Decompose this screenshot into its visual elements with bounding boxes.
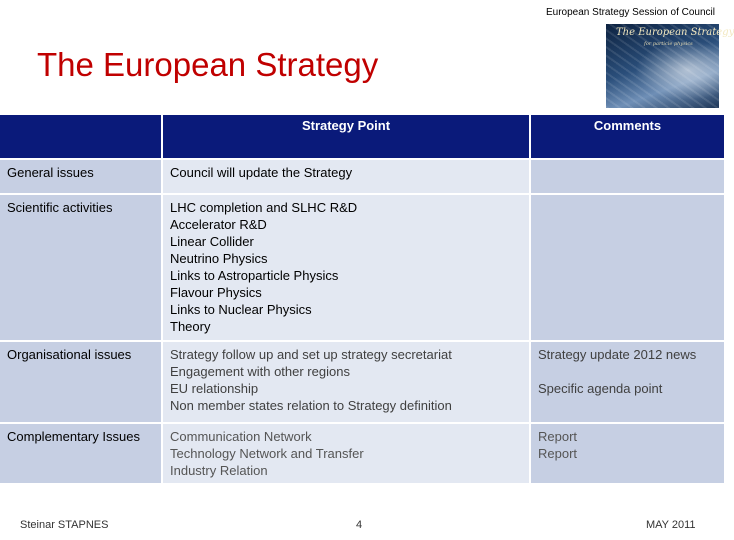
footer-date: MAY 2011 bbox=[646, 519, 696, 531]
strategy-point: Neutrino Physics bbox=[170, 251, 268, 266]
comment: Report bbox=[538, 429, 578, 444]
header-caption: European Strategy Session of Council bbox=[546, 7, 715, 18]
strategy-table bbox=[0, 115, 720, 483]
strategy-point: EU relationship bbox=[170, 381, 259, 396]
strategy-logo-image bbox=[606, 24, 734, 108]
strategy-point: Flavour Physics bbox=[170, 285, 262, 300]
strategy-point: Communication Network bbox=[170, 429, 312, 444]
strategy-point: Theory bbox=[170, 319, 211, 334]
comment-spacer bbox=[538, 363, 717, 380]
strategy-point: Technology Network and Transfer bbox=[170, 446, 364, 461]
table-row-category: Organisational issues bbox=[0, 342, 161, 422]
table-header-comments: Comments bbox=[531, 115, 724, 158]
strategy-point: Engagement with other regions bbox=[170, 364, 350, 379]
strategy-point: Non member states relation to Strategy definition bbox=[170, 398, 452, 413]
logo-text: The European Strategy bbox=[616, 27, 734, 38]
table-row-comments bbox=[531, 195, 724, 340]
strategy-point: Links to Nuclear Physics bbox=[170, 302, 312, 317]
table-header-strategy-point: Strategy Point bbox=[163, 115, 529, 158]
table-row-category: Complementary Issues bbox=[0, 424, 161, 483]
table-header-category bbox=[0, 115, 161, 158]
comment: Report bbox=[538, 446, 578, 461]
table-row-comments bbox=[531, 342, 724, 422]
table-row-points bbox=[163, 160, 529, 193]
footer-author: Steinar STAPNES bbox=[20, 519, 109, 531]
page-number: 4 bbox=[356, 519, 363, 531]
comment: Specific agenda point bbox=[538, 381, 663, 396]
table-row-points bbox=[163, 342, 529, 422]
strategy-point: LHC completion and SLHC R&D bbox=[170, 200, 358, 215]
table-row-category: Scientific activities bbox=[0, 195, 161, 340]
table-row-comments bbox=[531, 424, 724, 483]
table-row-points bbox=[163, 195, 529, 340]
strategy-point: Strategy follow up and set up strategy secretariat bbox=[170, 347, 452, 362]
comment: Strategy update 2012 news bbox=[538, 347, 697, 362]
strategy-point: Industry Relation bbox=[170, 463, 268, 478]
strategy-point: Council will update the Strategy bbox=[170, 165, 353, 180]
strategy-point: Accelerator R&D bbox=[170, 217, 267, 232]
strategy-point: Linear Collider bbox=[170, 234, 254, 249]
strategy-point: Links to Astroparticle Physics bbox=[170, 268, 339, 283]
table-row-comments bbox=[531, 160, 724, 193]
slide-title: The European Strategy bbox=[37, 46, 379, 83]
table-row-category: General issues bbox=[0, 160, 161, 193]
logo-subtext: for particle physics bbox=[644, 41, 693, 47]
table-row-points bbox=[163, 424, 529, 483]
